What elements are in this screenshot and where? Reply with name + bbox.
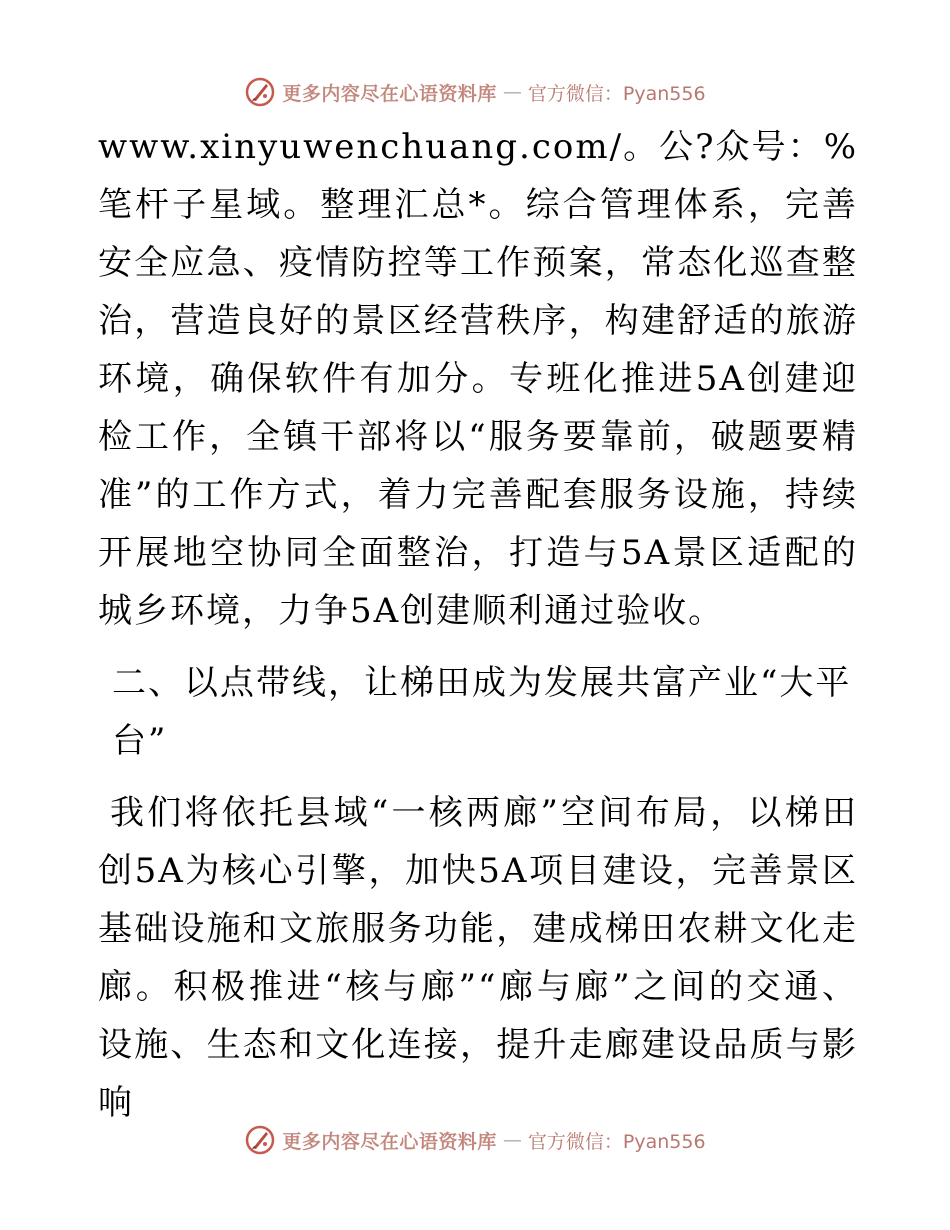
body-paragraph-2: 我们将依托县域“一核两廊”空间布局，以梯田创5A为核心引擎，加快5A项目建设，完善景区基础设施和文旅服务功能，建成梯田农耕文化走廊。积极推进“核与廊”“廊与廊”之间的交通、设施、生态和文化连接，提升走廊建设品质与影响 [98, 793, 858, 1123]
watermark-text: 更多内容尽在心语资料库 [282, 1130, 497, 1153]
document-body [98, 118, 858, 1132]
quill-logo-icon [244, 1124, 276, 1156]
watermark-separator: — [502, 1129, 522, 1151]
watermark-wechat: 官方微信：Pyan556 [527, 1130, 706, 1153]
header-watermark [0, 70, 950, 114]
watermark-text: 更多内容尽在心语资料库 [282, 82, 497, 105]
footer-watermark [0, 1118, 950, 1162]
body-paragraph-1: www.xinyuwenchuang.com/。公?众号：%笔杆子星域。整理汇总*。综合管理体系，完善安全应急、疫情防控等工作预案，常态化巡查整治，营造良好的景区经营秩序，构建舒适的旅游环境，确保软件有加分。专班化推进5A创建迎检工作，全镇干部将以“服务要靠前，破题要精准”的工作方式，着力完善配套服务设施，持续开展地空协同全面整治，打造与5A景区适配的城乡环境，力争5A创建顺利通过验收。 [98, 127, 858, 631]
watermark-separator: — [502, 81, 522, 103]
section-heading-2: 二、以点带线，让梯田成为发展共富产业“大平台” [112, 663, 852, 761]
quill-logo-icon [244, 76, 276, 108]
watermark-wechat: 官方微信：Pyan556 [527, 82, 706, 105]
